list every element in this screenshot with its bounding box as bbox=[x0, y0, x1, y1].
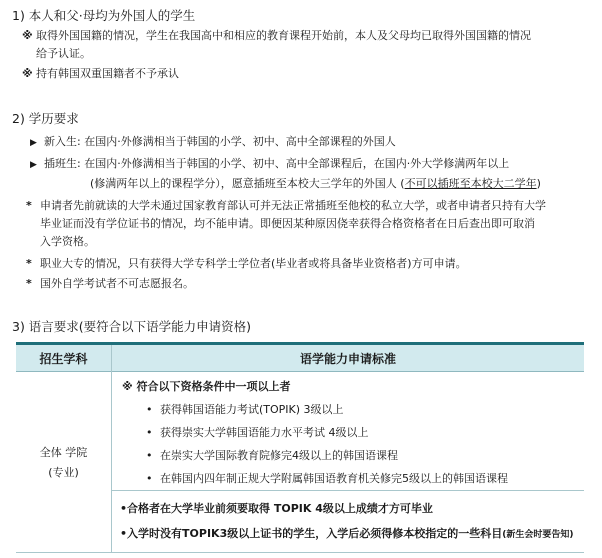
note-1-line-1 bbox=[22, 29, 531, 43]
table-header bbox=[16, 345, 584, 372]
new-student-label: 新入生: bbox=[44, 135, 81, 148]
requirement-2-text: •入学时没有TOPIK3级以上证书的学生，入学后必须得修本校指定的一些科目 bbox=[120, 527, 503, 540]
graduation-requirements bbox=[112, 490, 584, 554]
list-item bbox=[146, 472, 508, 486]
reference-mark-icon: ※ bbox=[22, 67, 33, 80]
bullet-icon: • bbox=[146, 472, 153, 485]
list-item bbox=[146, 426, 369, 440]
transfer-student-line-2 bbox=[90, 177, 541, 191]
bullet-icon: • bbox=[146, 449, 153, 462]
qualification-list bbox=[112, 372, 584, 490]
transfer-student-row bbox=[30, 157, 509, 172]
transfer-restriction: 不可以插班至本校大二学年 bbox=[404, 177, 537, 190]
note-a-text-1: 申请者先前就读的大学未通过国家教育部认可并无法正常插班至他校的私立大学，或者申请者只持有大学 bbox=[40, 199, 546, 212]
note-b bbox=[26, 257, 467, 271]
arrow-right-icon: ▶ bbox=[30, 138, 37, 148]
note-b-text: 职业大专的情况，只有获得大学专科学士学位者(毕业者或将具备毕业资格者)方可申请。 bbox=[40, 257, 467, 270]
requirement-2-note: (新生会时要告知) bbox=[502, 530, 574, 540]
asterisk-icon: * bbox=[26, 257, 32, 270]
note-a-line-1 bbox=[26, 199, 546, 213]
new-student-row bbox=[30, 135, 396, 150]
bullet-icon: • bbox=[146, 426, 153, 439]
asterisk-icon: * bbox=[26, 199, 32, 212]
header-department: 招生学科 bbox=[39, 352, 88, 366]
transfer-line-2-close: ) bbox=[536, 177, 541, 190]
requirement-2 bbox=[120, 527, 573, 542]
note-2 bbox=[22, 67, 179, 81]
qualification-intro: ※ 符合以下资格条件中一项以上者 bbox=[122, 380, 291, 393]
list-item-text: 在崇实大学国际教育院修完4级以上的韩国语课程 bbox=[160, 449, 398, 462]
language-requirement-table bbox=[16, 342, 584, 553]
bullet-icon: • bbox=[146, 403, 153, 416]
department-line-1: 全体 学院 bbox=[39, 445, 88, 459]
arrow-right-icon: ▶ bbox=[30, 160, 37, 170]
list-item-text: 在韩国内四年制正规大学附属韩国语教育机关修完5级以上的韩国语课程 bbox=[160, 472, 508, 485]
section-2-heading: 2) 学历要求 bbox=[12, 111, 79, 126]
header-language-standard: 语学能力申请标准 bbox=[299, 352, 396, 366]
department-line-2: (专业) bbox=[48, 465, 79, 479]
note-a-line-3: 入学资格。 bbox=[40, 235, 95, 248]
list-item-text: 获得崇实大学韩国语能力水平考试 4级以上 bbox=[160, 426, 369, 439]
reference-mark-icon: ※ bbox=[22, 29, 33, 42]
list-item bbox=[146, 449, 398, 463]
list-item-text: 获得韩国语能力考试(TOPIK) 3级以上 bbox=[160, 403, 344, 416]
transfer-line-2-text: (修满两年以上的课程学分），愿意插班至本校大三学年的外国人 ( bbox=[90, 177, 405, 190]
new-student-text: 在国内·外修满相当于韩国的小学、初中、高中全部课程的外国人 bbox=[84, 135, 396, 148]
list-item bbox=[146, 403, 344, 417]
section-3-heading: 3) 语言要求(要符合以下语学能力申请资格) bbox=[12, 319, 252, 334]
asterisk-icon: * bbox=[26, 277, 32, 290]
transfer-student-text: 在国内·外修满相当于韩国的小学、初中、高中全部课程后，在国内·外大学修满两年以上 bbox=[84, 157, 510, 170]
department-cell bbox=[16, 372, 111, 553]
requirement-1: •合格者在大学毕业前须要取得 TOPIK 4级以上成绩才方可毕业 bbox=[120, 502, 433, 515]
note-c bbox=[26, 277, 194, 291]
note-a-line-2: 毕业证而没有学位证书的情况，均不能申请。即便因某种原因侥幸获得合格资格者在日后查出即可取消 bbox=[40, 217, 535, 230]
note-1-text: 取得外国国籍的情况，学生在我国高中和相应的教育课程开始前，本人及父母均已取得外国国籍的情况 bbox=[36, 29, 531, 42]
note-c-text: 国外自学考试者不可志愿报名。 bbox=[40, 277, 194, 290]
table-bottom-border bbox=[16, 552, 584, 553]
note-2-text: 持有韩国双重国籍者不予承认 bbox=[36, 67, 179, 80]
transfer-student-label: 插班生: bbox=[44, 157, 81, 170]
section-1-heading: 1) 本人和父·母均为外国人的学生 bbox=[12, 8, 196, 23]
note-1-line-2: 给予认证。 bbox=[36, 47, 91, 60]
